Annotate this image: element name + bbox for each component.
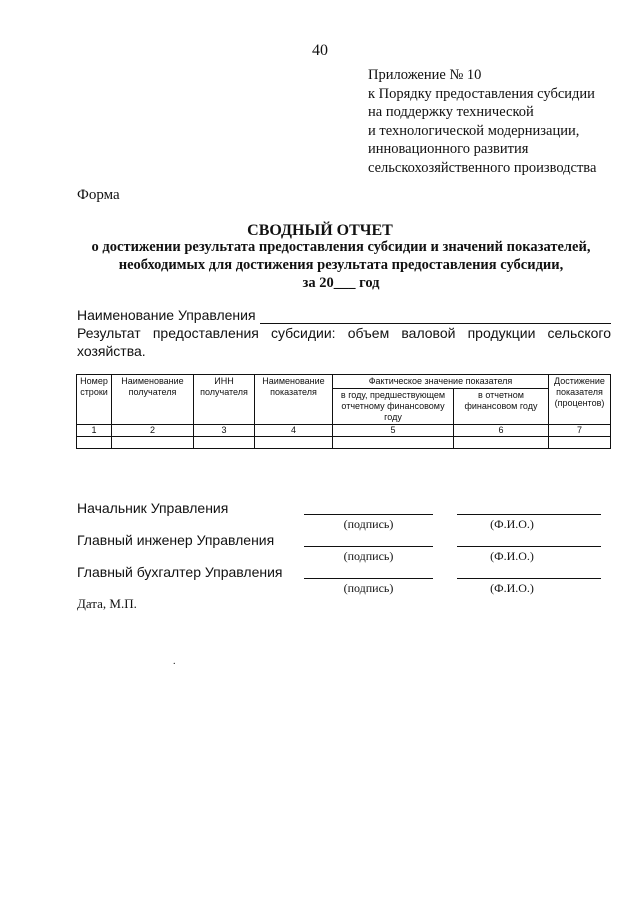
header-actual-value: Фактическое значение показателя [333, 375, 549, 389]
column-number: 3 [194, 425, 255, 437]
header-current-year: в отчетном финансовом году [454, 389, 549, 425]
column-number-row [77, 425, 611, 437]
name-caption: (Ф.И.О.) [490, 549, 534, 563]
column-number: 2 [112, 425, 194, 437]
signature-line[interactable] [304, 578, 433, 579]
header-indicator-name: Наименование показателя [255, 375, 333, 425]
header-inn: ИНН получателя [194, 375, 255, 425]
name-line[interactable] [457, 578, 601, 579]
appendix-line: инновационного развития [368, 141, 529, 157]
name-line[interactable] [457, 514, 601, 515]
table-cell[interactable] [333, 437, 454, 449]
appendix-line: к Порядку предоставления субсидии [368, 85, 595, 102]
subtitle-line: за 20___ год [302, 275, 380, 291]
name-caption: (Ф.И.О.) [490, 581, 534, 595]
table-row [77, 437, 611, 449]
document-title: СВОДНЫЙ ОТЧЕТ [247, 222, 393, 239]
table-cell[interactable] [454, 437, 549, 449]
header-row-number: Номер строки [77, 375, 112, 425]
appendix-line: на поддержку технической [368, 104, 534, 120]
department-field [77, 306, 611, 324]
stray-mark: . [173, 656, 176, 667]
document-subtitle [40, 238, 640, 292]
signature-title-engineer: Главный инженер Управления [77, 532, 275, 548]
signature-title-accountant: Главный бухгалтер Управления [77, 564, 283, 580]
column-number: 5 [333, 425, 454, 437]
date-stamp-label: Дата, М.П. [77, 596, 137, 611]
table-cell[interactable] [549, 437, 611, 449]
subtitle-line: необходимых для достижения результата предоставления субсидии, [118, 257, 564, 273]
table-cell[interactable] [112, 437, 194, 449]
form-label: Форма [77, 187, 120, 203]
signature-caption: (подпись) [343, 517, 394, 531]
table-cell[interactable] [194, 437, 255, 449]
signature-line[interactable] [304, 514, 433, 515]
department-label: Наименование Управления [77, 307, 256, 323]
appendix-line: сельскохозяйственного производства [368, 159, 597, 176]
name-caption: (Ф.И.О.) [490, 517, 534, 531]
report-table [76, 374, 611, 449]
header-recipient-name: Наименование получателя [112, 375, 194, 425]
result-line: Результат предоставления субсидии: объем валовой продукции сельского [77, 325, 611, 341]
signature-title-head: Начальник Управления [77, 500, 229, 516]
appendix-line: и технологической модернизации, [368, 122, 580, 139]
table-cell[interactable] [77, 437, 112, 449]
column-number: 6 [454, 425, 549, 437]
subtitle-line: о достижении результата предоставления субсидии и значений показателей, [91, 239, 591, 255]
signature-caption: (подпись) [343, 549, 394, 563]
result-line-continued: хозяйства. [77, 343, 146, 359]
signature-line[interactable] [304, 546, 433, 547]
table-cell[interactable] [255, 437, 333, 449]
department-fill-line[interactable] [260, 309, 611, 324]
page-number: 40 [312, 42, 328, 59]
column-number: 4 [255, 425, 333, 437]
header-achievement: Достижение показателя (процентов) [549, 375, 611, 425]
appendix-block [368, 66, 596, 177]
name-line[interactable] [457, 546, 601, 547]
column-number: 1 [77, 425, 112, 437]
column-number: 7 [549, 425, 611, 437]
header-prev-year: в году, предшествующем отчетному финансовому году [333, 389, 454, 425]
signature-caption: (подпись) [343, 581, 394, 595]
report-fields [77, 306, 611, 360]
appendix-line: Приложение № 10 [368, 67, 482, 83]
